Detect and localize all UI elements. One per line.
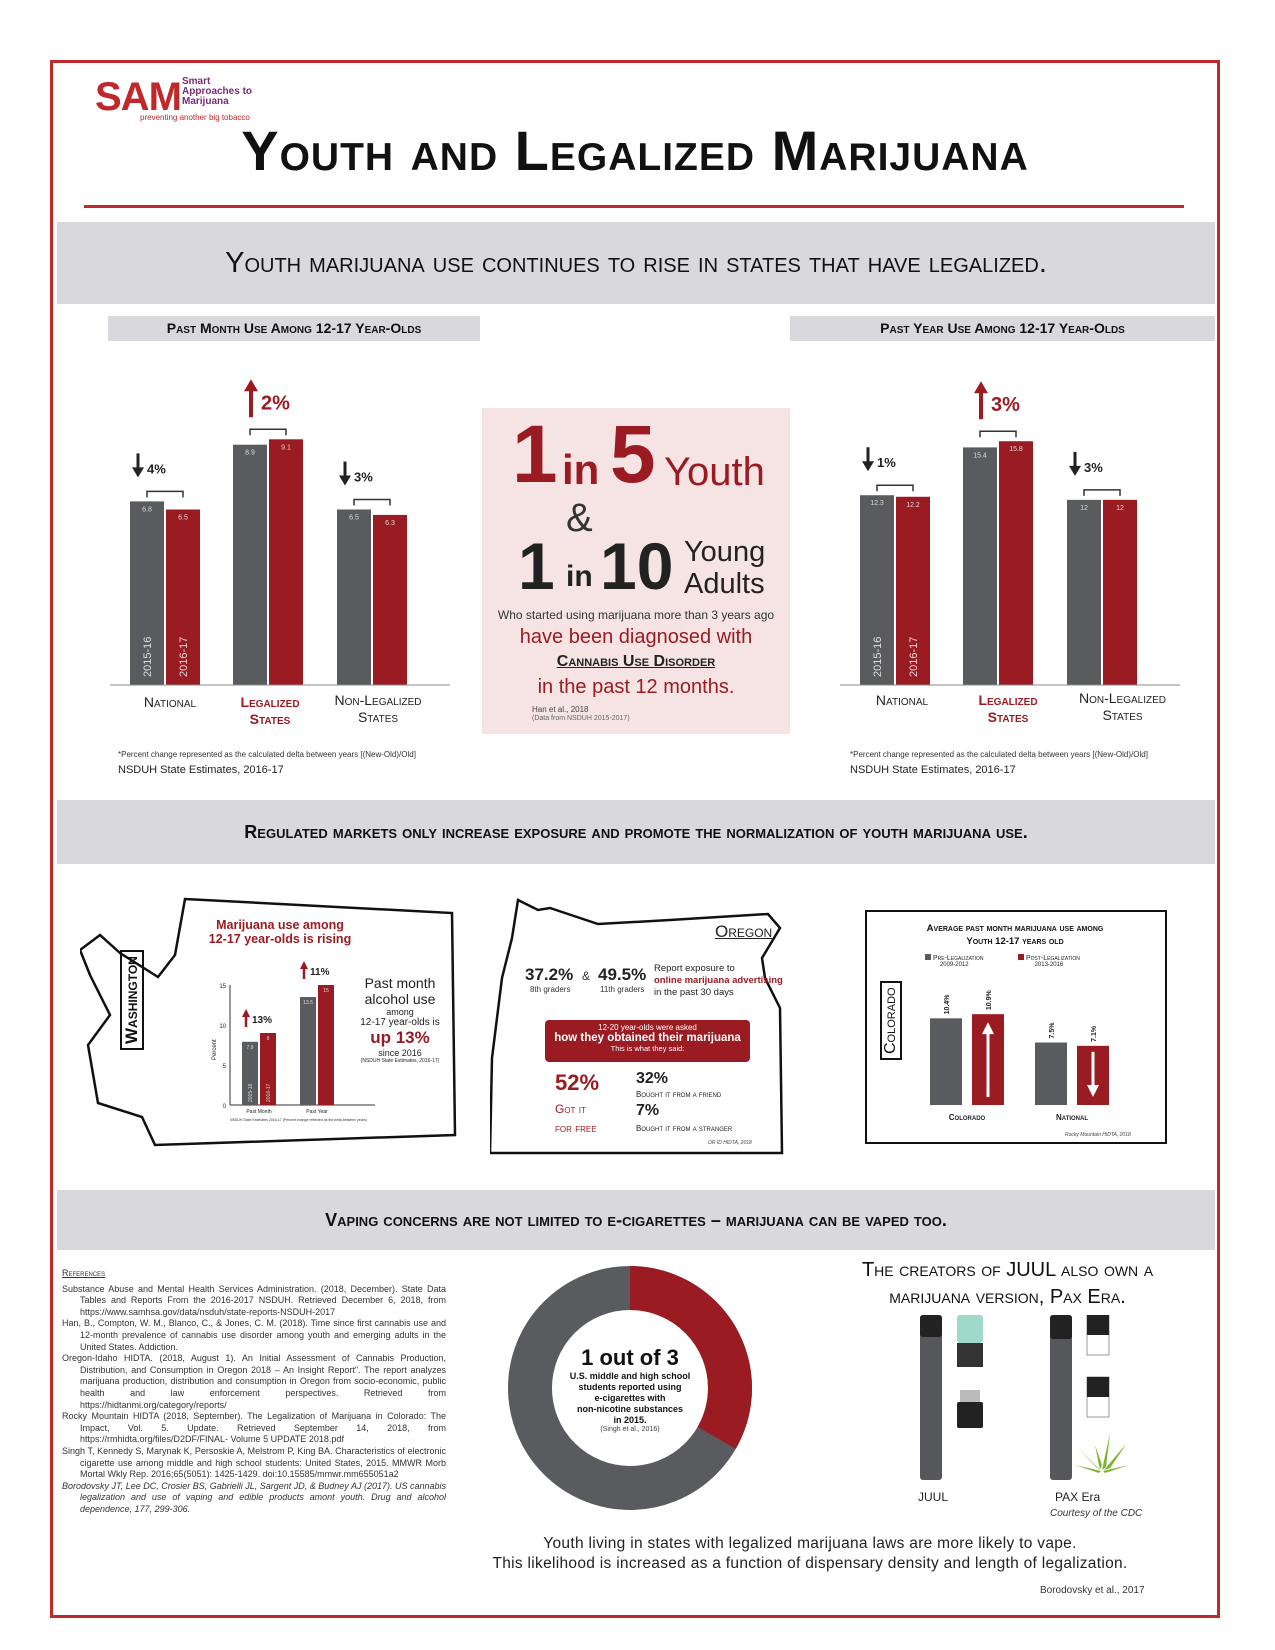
past-year-bar-chart [840,360,1190,695]
bar-value-label: 7.9 [246,1044,254,1051]
up-arrow-head-icon [300,961,308,969]
label-line: States [1102,707,1143,723]
label-line: Legalized [240,694,300,710]
bar-2015-16 [337,510,371,686]
label-line: States [357,709,399,725]
x-tick-label: Colorado [948,1113,986,1122]
legend-years: 2009-2012 [939,962,969,968]
free-line: Got it [555,1102,586,1116]
state-label-colorado: Colorado [880,981,902,1060]
wa-alcohol-stat [340,975,460,1064]
y-tick-label: 5 [222,1064,226,1070]
or-stat-8th: 37.2% [525,965,574,984]
free-line: for free [555,1121,597,1135]
wa-source: NSDUH State Estimates 2016-17 (Percent change reflected as the delta between years) [230,1118,367,1122]
logo-line: Marijuana [182,96,229,107]
or-report-text [654,963,783,999]
label-line: States [249,711,291,727]
pax-tip-icon [1050,1315,1072,1339]
heading-line: marijuana version, Pax Era. [889,1286,1126,1308]
bottom-statement [440,1534,1180,1574]
co-title [880,922,1150,948]
bar-2015-16 [300,997,316,1105]
cud-stat-box [482,408,790,734]
bar-value-label: 12 [1080,504,1088,512]
or-stat-11th-label: 11th graders [600,985,645,994]
juul-tip-icon [920,1315,942,1337]
section-banner-1 [57,222,1215,304]
or-amp: & [582,969,591,983]
bar-value-label: 10.4% [944,994,951,1015]
chart-title-past-month: Past Month Use Among 12-17 Year-Olds [108,316,480,341]
year-label: 2015-16 [248,1083,254,1102]
sam-logo-text [182,77,252,107]
down-arrow-head-icon [339,476,351,486]
logo-line: Smart [182,76,211,87]
label-line: Non-Legalized [1078,690,1167,706]
section-banner-3 [57,1190,1215,1250]
bar-2015-16 [963,447,997,685]
x-tick-label: Past Month [246,1109,272,1115]
donut-line: non-nicotine substances [576,1404,683,1414]
bar-2016-17 [1103,500,1137,685]
year-label: 2015-16 [142,636,154,677]
footnote-left: *Percent change represented as the calculated delta between years [(New-Old)/Old] [118,750,416,759]
label-pax: PAX Era [1055,1490,1101,1504]
bar-value-label: 15.8 [1009,446,1023,454]
bar-Pre-Legalization [930,1018,962,1105]
big-number: 10 [600,529,674,603]
bar-2015-16 [1067,500,1101,685]
reference-item: Borodovsky JT, Lee DC, Crosier BS, Gabrielli JL, Sargent JD, & Budney AJ (2017). US cannabis legalization and use of vaping and edible products amont youth. Drug and alcohol dependence, 177, 299-306. [62,1480,447,1514]
pax-pod-top-icon [1087,1315,1109,1335]
bar-value-label: 7.1% [1091,1025,1098,1042]
change-bracket [1084,490,1120,496]
or-stat-32: 32% [636,1070,669,1087]
category-label-legalized [220,694,320,728]
or-stat-11th: 49.5% [598,965,647,984]
bar-value-label: 7.5% [1049,1022,1056,1039]
or-friend-label: Bought it from a friend [636,1090,722,1099]
donut-headline: 1 out of 3 [581,1345,679,1370]
colorado-bar-chart [905,985,1160,1130]
report-line: online marijuana advertising [654,975,783,986]
state-label-oregon: Oregon [715,922,773,941]
donut-center-text [555,1345,705,1433]
x-tick-label: National [1056,1113,1088,1122]
young-word: Young [684,536,766,568]
category-label-non-legalized [318,692,438,726]
statement-line: This likelihood is increased as a function of dispensary density and length of legalization. [492,1555,1128,1572]
heading-line: The creators of JUUL also own a [861,1259,1154,1281]
bar-value-label: 9 [266,1036,270,1042]
change-bracket [354,500,390,506]
up-arrow-head-icon [244,379,258,391]
label-line: Legalized [978,692,1038,708]
state-label-washington: Washington [120,950,144,1050]
source-left: NSDUH State Estimates, 2016-17 [118,764,284,776]
up-arrow-head-icon [242,1009,250,1017]
heading-line: 12-17 year-olds is rising [208,932,352,946]
cdc-courtesy: Courtesy of the CDC [1050,1508,1143,1519]
down-arrow-head-icon [1069,466,1081,476]
change-bracket [877,485,913,491]
bar-value-label: 15 [323,988,329,994]
y-tick-label: 0 [222,1104,226,1110]
reference-item: Rocky Mountain HIDTA (2018, September). The Legalization of Marijuana in Colorado: The Impact, Vol. 5. Update. Retrieved September 14, 2018, from https://rmhidta.org/files/D2DF/FINAL- Volume 5 UPDATE 2018.pdf [62,1411,446,1445]
title-line: Youth 12-17 years old [966,936,1064,947]
pax-pod-top-icon [1087,1377,1109,1397]
references-heading: References [62,1268,106,1278]
logo-tagline: preventing another big tobacco [140,113,250,122]
bar-Pre-Legalization [1035,1043,1067,1106]
or-cite: OR ID HIDTA, 2018 [708,1140,752,1146]
banner-text: Regulated markets only increase exposure and promote the normalization of youth marijuana use. [244,822,1028,842]
stat-line: have been diagnosed with [519,626,753,648]
up-arrow-head-icon [974,381,988,393]
or-question-box [545,1020,750,1062]
change-label: 4% [147,461,166,477]
co-legend-post [1018,954,1080,968]
co-legend-pre [925,954,983,968]
year-label: 2016-17 [908,636,920,677]
references [62,1268,446,1515]
juul-device-icon [920,1315,942,1480]
box-line: This is what they said: [610,1044,685,1053]
pax-device-icon [1050,1315,1072,1480]
alc-line: up 13% [370,1028,430,1047]
statement-line: Youth living in states with legalized marijuana laws are more likely to vape. [543,1535,1077,1552]
banner-text: Vaping concerns are not limited to e-cigarettes – marijuana can be vaped too. [325,1210,947,1230]
juul-pod-icon [957,1315,983,1343]
stat-line: Cannabis Use Disorder [556,653,716,670]
stat-cite: (Data from NSDUH 2015-2017) [532,715,630,722]
y-tick-label: 15 [219,984,226,990]
juul-heading [815,1257,1200,1311]
change-bracket [147,491,183,497]
down-arrow-head-icon [132,467,144,477]
reference-item: Han, B., Compton, W. M., Blanco, C., & Jones, C. M. (2018). Time since first cannabis use and 12-month prevalence of cannabis use disorder among youth and emerging adults in the United States. Addiction. [62,1318,446,1352]
big-number: 1 [512,409,558,500]
bar-value-label: 6.5 [178,514,188,522]
legend-label: Pre-Legalization [932,955,984,962]
change-bracket [980,431,1016,437]
bar-value-label: 12.3 [870,500,884,508]
bar-2015-16 [233,445,267,685]
bar-value-label: 6.3 [385,519,395,527]
report-line: in the past 30 days [654,987,734,998]
change-bracket [250,429,286,435]
banner-text: Youth marijuana use continues to rise in states that have legalized. [225,247,1047,279]
box-line: 12-20 year-olds were asked [598,1023,697,1032]
bar-2016-17 [318,985,334,1105]
year-label: 2016-17 [266,1083,272,1102]
bar-value-label: 6.8 [142,506,152,514]
bar-value-label: 8.9 [245,449,255,457]
cannabis-leaf-icon [1075,1433,1129,1473]
or-stat-7: 7% [636,1102,660,1119]
alc-line: since 2016 [378,1048,422,1058]
bar-value-label: 6.5 [349,514,359,522]
label-line: Non-Legalized [334,692,422,708]
legend-years: 2013-2016 [1034,962,1064,968]
big-number: 5 [610,409,656,500]
label-line: States [987,709,1029,725]
change-label: 1% [877,455,896,471]
legend-swatch-red [1018,954,1024,960]
bar-2016-17 [269,439,303,685]
bar-2016-17 [999,441,1033,685]
x-tick-label: Past Year [306,1109,328,1115]
section-banner-2 [57,800,1215,864]
label-juul: JUUL [918,1490,949,1504]
alc-line: (NSDUH State Estimates, 2016-17) [360,1058,440,1064]
title-divider [84,205,1184,208]
vape-devices-illustration [905,1315,1165,1490]
bar-value-label: 12 [1116,504,1124,512]
or-stat-8th-label: 8th graders [530,985,571,994]
bar-value-label: 10.9% [986,990,993,1011]
category-label-national: National [875,692,929,708]
bar-value-label: 12.2 [906,501,920,509]
y-axis-title: Percent [212,1039,218,1060]
title-line: Average past month marijuana use among [926,923,1104,934]
year-label: 2015-16 [872,636,884,677]
legend-label: Post-Legalization [1025,955,1080,962]
change-label: 3% [991,394,1020,417]
or-stranger-label: Bought it from a stranger [636,1124,733,1133]
y-tick-label: 10 [219,1024,226,1030]
donut-line: U.S. middle and high school [569,1371,691,1381]
wa-heading [195,918,365,946]
source-right: NSDUH State Estimates, 2016-17 [850,764,1016,776]
change-label: 3% [354,469,373,485]
box-line: how they obtained their marijuana [554,1032,741,1044]
donut-line: students reported using [578,1382,682,1392]
or-free-label [555,1100,597,1138]
bar-2016-17 [373,515,407,685]
reference-item: Substance Abuse and Mental Health Services Administration. (2018, December). State Data Tables and Reports From the 2016-2017 NSDUH. Retrieved December 6, 2018, from https://www.samhsa.gov/data/nsduh/state-reports-NSDUH-2017 [62,1283,446,1317]
down-arrow-head-icon [862,461,874,471]
reference-item: Singh T, Kennedy S, Marynak K, Persoskie A, Melstrom P, King BA. Characteristics of electronic cigarette use among middle and high school students: United States, 2015. MMWR Morb Mortal Wkly Rep. 2016;65(5051): 1425-1429. doi:10.15585/mmwr.mm655051a2 [62,1445,446,1480]
alc-line: among [386,1007,414,1017]
ampersand: & [566,496,593,540]
report-line: Report exposure to [654,963,735,974]
youth-word: Youth [664,450,765,494]
stat-line: Who started using marijuana more than 3 years ago [497,608,775,622]
chart-title-past-year: Past Year Use Among 12-17 Year-Olds [790,316,1215,341]
change-label: 13% [252,1015,273,1026]
juul-pod-base-icon [957,1343,983,1367]
bar-value-label: 9.1 [281,444,291,452]
bar-value-label: 15.4 [973,452,987,460]
donut-line: e-cigarettes with [594,1393,666,1403]
adults-word: Adults [684,568,765,600]
co-cite: Rocky Mountain HIDTA, 2018 [1065,1132,1131,1138]
reference-item: Oregon-Idaho HIDTA. (2018, August 1). An Initial Assessment of Cannabis Production, Distribution, and Consumption in Oregon 2018 – An Insight Report". The report analyzes marijuana production, distribution and consumption in Oregon from socio-economic, public health and law enforcement perspectives. Retrieved from https://hidtanmi.org/category/reports/ [62,1353,446,1410]
logo-line: Approaches to [182,86,253,97]
donut-line: in 2015. [613,1415,647,1425]
usb-charger-icon [960,1390,980,1402]
sam-logo: SAM [95,75,181,119]
category-label-legalized [958,692,1058,726]
heading-line: Marijuana use among [216,918,344,932]
alc-line: 12-17 year-olds is [360,1017,440,1028]
bottom-credit: Borodovsky et al., 2017 [1040,1585,1145,1596]
stat-line: in the past 12 months. [537,676,735,698]
page-title: Youth and Legalized Marijuana [241,119,1029,182]
stat-cite: Han et al., 2018 [532,705,589,714]
in-word: in [566,560,593,593]
or-stat-52: 52% [555,1070,600,1095]
change-label: 2% [261,392,290,415]
usb-charger-body-icon [957,1402,983,1428]
change-label: 11% [310,967,330,978]
donut-cite: (Singh et al., 2016) [600,1426,660,1433]
legend-swatch-gray [925,954,931,960]
bar-value-label: 13.5 [303,1000,313,1006]
footnote-right: *Percent change represented as the calculated delta between years [(New-Old)/Old] [850,750,1148,759]
past-month-bar-chart [110,360,460,695]
in-word: in [562,446,600,493]
category-label-national: National [143,694,197,710]
alc-line: alcohol use [364,991,436,1007]
change-label: 3% [1084,459,1103,475]
year-label: 2016-17 [178,636,190,677]
category-label-non-legalized [1060,690,1185,724]
alc-line: Past month [364,975,436,991]
big-number: 1 [518,529,555,603]
